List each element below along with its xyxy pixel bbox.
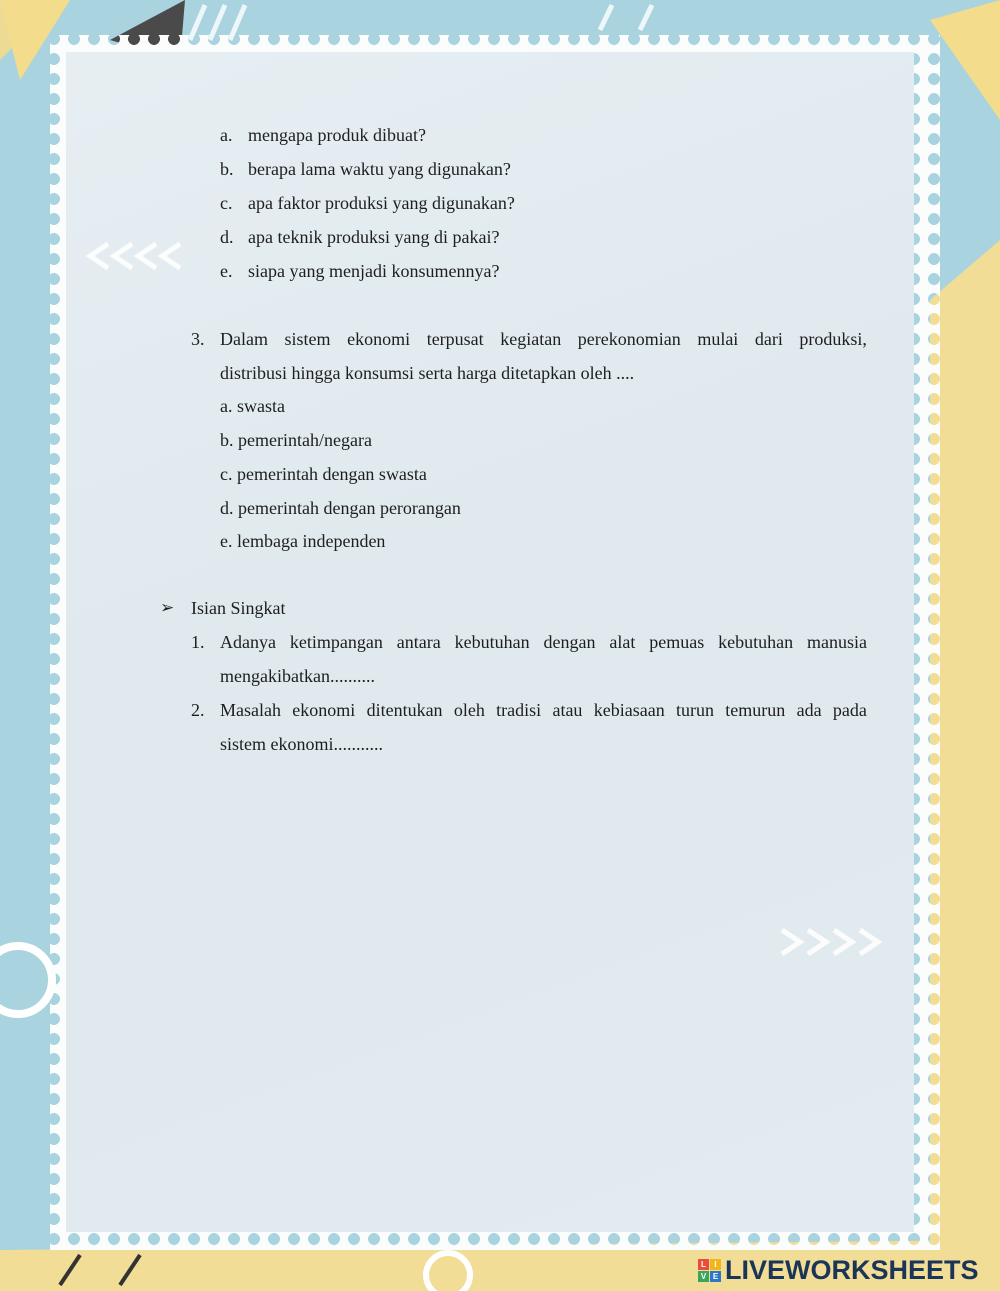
short-question-2-line-1: Masalah ekonomi ditentukan oleh tradisi atau kebiasaan turun temurun ada pada <box>220 700 867 720</box>
option-d <box>220 226 499 248</box>
arrow-bullet-icon: ➢ <box>160 598 175 617</box>
option-b <box>220 158 511 180</box>
option-letter: d. <box>220 227 234 247</box>
option-text: siapa yang menjadi konsumennya? <box>248 261 500 281</box>
question-number: 1. <box>191 632 205 652</box>
question-3-line-1: Dalam sistem ekonomi terpusat kegiatan perekonomian mulai dari produksi, <box>220 329 867 349</box>
option-text: mengapa produk dibuat? <box>248 125 426 145</box>
question-number: 2. <box>191 700 205 720</box>
option-letter: b. <box>220 159 234 179</box>
option-e <box>220 260 499 282</box>
answer-option: b. pemerintah/negara <box>220 430 372 450</box>
short-question-2-line-2: sistem ekonomi........... <box>220 734 383 754</box>
option-letter: a. <box>220 125 233 145</box>
answer-option: c. pemerintah dengan swasta <box>220 464 427 484</box>
option-a <box>220 124 426 146</box>
watermark-text: LIVEWORKSHEETS <box>725 1254 979 1285</box>
option-letter: c. <box>220 193 233 213</box>
option-text: apa faktor produksi yang digunakan? <box>248 193 515 213</box>
answer-option: a. swasta <box>220 396 285 416</box>
option-c <box>220 192 515 214</box>
option-letter: e. <box>220 261 233 281</box>
question-number: 3. <box>191 329 205 349</box>
short-question-1-line-1: Adanya ketimpangan antara kebutuhan dengan alat pemuas kebutuhan manusia <box>220 632 867 652</box>
option-text: berapa lama waktu yang digunakan? <box>248 159 511 179</box>
answer-option: e. lembaga independen <box>220 531 386 551</box>
liveworksheets-logo-icon: L I V E <box>698 1259 721 1282</box>
section-title: Isian Singkat <box>191 598 286 618</box>
liveworksheets-watermark <box>698 1254 979 1286</box>
option-text: apa teknik produksi yang di pakai? <box>248 227 500 247</box>
answer-option: d. pemerintah dengan perorangan <box>220 498 461 518</box>
short-question-1-line-2: mengakibatkan.......... <box>220 666 375 686</box>
question-3-line-2: distribusi hingga konsumsi serta harga ditetapkan oleh .... <box>220 363 635 383</box>
